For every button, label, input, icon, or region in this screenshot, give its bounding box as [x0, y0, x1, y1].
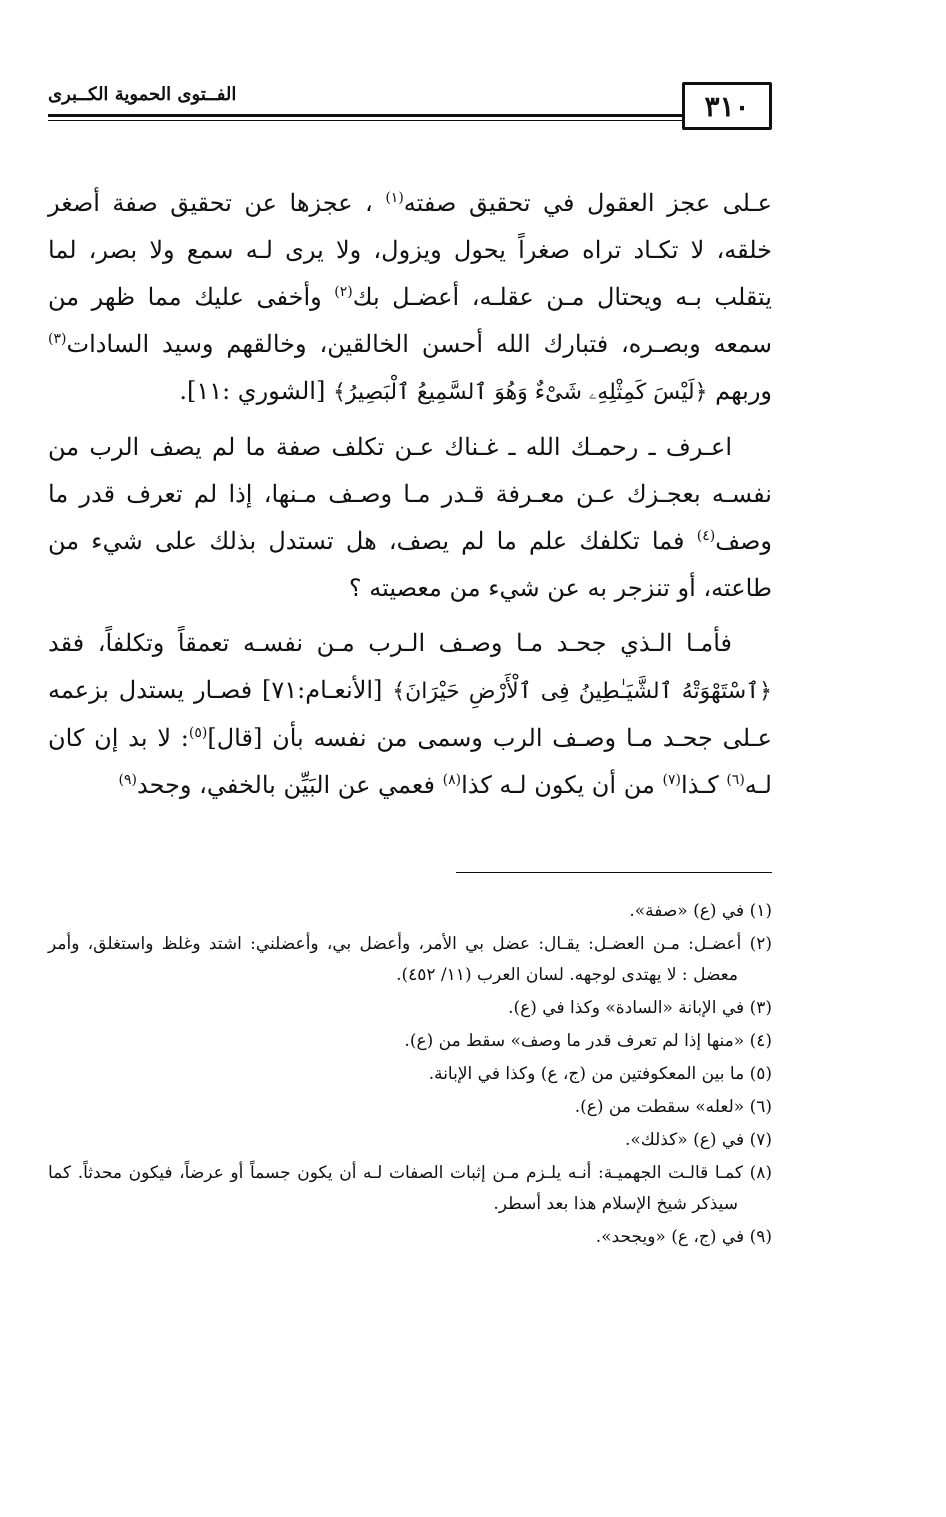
text-run: فما تكلفك علم ما لم يصف، هل تستدل بذلك على شيء من طاعته، أو تنزجر به عن شيء من معصيته ؟: [48, 527, 772, 602]
text-run: اعـرف ـ رحمـك الله ـ غـناك عـن تكلف صفة ما لم يصف الرب من نفسـه بعجـزك عـن معـرفة قـدر مـا وصـف مـنها، إذا لم تعرف قدر ما وصف: [48, 433, 772, 555]
text-run: [الأنعـام:٧١] فصـار يستدل بزعمه عـلى جحـد مـا وصـف الرب وسمى من نفسه بأن [قال]: [48, 676, 772, 752]
header-rule-thin: [48, 120, 688, 121]
quran-verse: ﴿لَيْسَ كَمِثْلِهِۦ شَىْءٌ وَهُوَ ٱلسَّمِيعُ ٱلْبَصِيرُ﴾: [332, 380, 708, 405]
footnote-5: (٥) ما بين المعكوفتين من (ج، ع) وكذا في الإبانة.: [428, 1064, 772, 1084]
footnote-ref-7: (٧): [662, 772, 681, 788]
book-page: [48, 70, 772, 1470]
footnote-separator: [456, 872, 772, 873]
text-run: : لا بد إن كان لـه: [48, 724, 772, 799]
text-run: وربهم: [707, 377, 772, 405]
footnote-ref-5: (٥): [188, 725, 208, 741]
text-run: فأمـا الـذي جحـد مـا وصـف الـرب مـن نفسـه تعمقاً وتكلفاً، فقد: [48, 629, 732, 657]
text-run: من أن يكون لـه كذا: [461, 771, 663, 799]
footnote-ref-8: (٨): [442, 772, 462, 788]
running-title: الفــتوى الحموية الكــبرى: [48, 84, 237, 105]
footnote-ref-4: (٤): [696, 528, 716, 544]
main-text: [48, 180, 772, 809]
footnote-1: (١) في (ع) «صفة».: [629, 901, 772, 921]
text-run: كـذا: [680, 771, 727, 799]
footnote-2: (٢) أعضـل: مـن العضـل: يقـال: عضل بي الأمر، وأعضل بي، وأعضلني: اشتد وغلظ واستغلق، وأمر معضل : لا يهتدى لوجهه. لسان العرب (١١/ ٤٥٢).: [48, 934, 772, 985]
text-run: وأخفى عليك مما ظهر من سمعه وبصـره، فتبارك الله أحسن الخالقين، وخالقهم وسيد السادات: [48, 283, 772, 358]
footnote-ref-9: (٩): [118, 772, 137, 788]
text-run: ، عجزها عن تحقيق صفة أصغر خلقه، لا تكـاد تراه صغراً يحول ويزول، ولا يرى لـه سمع ولا بصر، لما يتقلب بـه ويحتال مـن عقلـه، أعضـل بك: [48, 189, 772, 311]
text-run: فعمي عن البَيِّن بالخفي، وجحد: [136, 771, 443, 799]
paragraph-3: [48, 620, 772, 809]
footnote-3: (٣) في الإبانة «السادة» وكذا في (ع).: [508, 998, 772, 1018]
footnote-ref-2: (٢): [334, 284, 353, 300]
paragraph-1: [48, 180, 772, 416]
footnote-8: (٨) كمـا قالـت الجهميـة: أنـه يلـزم مـن إثبات الصفات لـه أن يكون جسماً أو عرضاً، فيكون محدثاً. كما سيذكر شيخ الإسلام هذا بعد أسطر.: [48, 1163, 772, 1214]
footnote-9: (٩) في (ج، ع) «ويجحد».: [595, 1227, 772, 1247]
footnote-7: (٧) في (ع) «كذلك».: [624, 1130, 772, 1150]
footnote-6: (٦) «لعله» سقطت من (ع).: [574, 1097, 772, 1117]
text-run: [الشوري :١١].: [179, 377, 333, 405]
header-rule: [48, 114, 688, 117]
footnote-ref-3: (٣): [48, 331, 67, 347]
footnote-ref-1: (١): [385, 190, 404, 206]
paragraph-2: [48, 424, 772, 612]
quran-verse: ﴿ٱسْتَهْوَتْهُ ٱلشَّيَـٰطِينُ فِى ٱلْأَرْضِ حَيْرَانَ﴾: [392, 679, 772, 704]
footnotes: [48, 896, 772, 1255]
text-run: عـلى عجز العقول في تحقيق صفته: [403, 189, 772, 217]
page-header: [48, 70, 772, 130]
footnote-4: (٤) «منها إذا لم تعرف قدر ما وصف» سقط من (ع).: [404, 1031, 772, 1051]
footnote-ref-6: (٦): [726, 772, 745, 788]
page-number: ٣١٠: [682, 82, 772, 130]
